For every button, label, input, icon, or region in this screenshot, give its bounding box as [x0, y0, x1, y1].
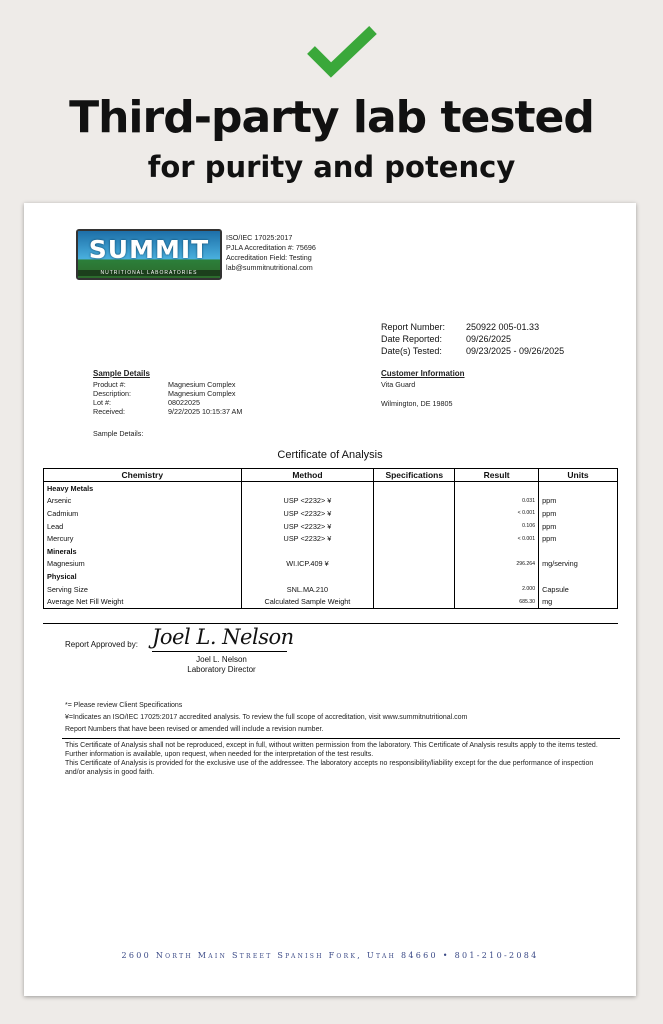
date-reported-label: Date Reported: — [381, 334, 443, 344]
chemistry-cell: Cadmium — [44, 507, 242, 520]
note-line: *= Please review Client Specifications — [65, 702, 183, 709]
empty-cell — [539, 570, 618, 583]
certificate-title: Certificate of Analysis — [277, 449, 383, 461]
table-section-row — [44, 570, 618, 583]
received-value: 9/22/2025 10:15:37 AM — [168, 407, 243, 416]
sample-values — [168, 380, 242, 416]
units-cell: ppm — [539, 495, 618, 508]
approver-title: Laboratory Director — [187, 665, 256, 674]
lot-value: 08022025 — [168, 398, 200, 407]
table-row — [44, 558, 618, 571]
result-cell: < 0.001 — [455, 532, 539, 545]
units-cell: ppm — [539, 520, 618, 533]
method-cell: USP <2232> ¥ — [241, 520, 374, 533]
method-cell: USP <2232> ¥ — [241, 495, 374, 508]
signature: Joel L. Nelson — [152, 625, 294, 649]
table-row — [44, 520, 618, 533]
spec-cell — [374, 520, 455, 533]
empty-cell — [241, 545, 374, 558]
product-value: Magnesium Complex — [168, 380, 236, 389]
chemistry-cell: Lead — [44, 520, 242, 533]
checkmark-icon — [305, 24, 379, 80]
lab-email: lab@summitnutritional.com — [226, 263, 313, 272]
customer-location: Wilmington, DE 19805 — [381, 399, 453, 408]
table-row — [44, 532, 618, 545]
column-header: Units — [539, 469, 618, 482]
analysis-table — [43, 468, 618, 609]
chemistry-cell: Mercury — [44, 532, 242, 545]
lab-logo — [76, 229, 222, 280]
empty-cell — [241, 482, 374, 495]
empty-cell — [455, 570, 539, 583]
units-cell: Capsule — [539, 583, 618, 596]
method-cell: SNL.MA.210 — [241, 583, 374, 596]
column-header: Specifications — [374, 469, 455, 482]
units-cell: ppm — [539, 532, 618, 545]
date-reported: 09/26/2025 — [466, 334, 512, 344]
result-cell: 0.106 — [455, 520, 539, 533]
report-number-label: Report Number: — [381, 322, 446, 332]
result-cell: < 0.001 — [455, 507, 539, 520]
empty-cell — [455, 545, 539, 558]
description-value: Magnesium Complex — [168, 389, 236, 398]
disclaimer-text: This Certificate of Analysis is provided for the exclusive use of the addressee. The laboratory accepts no responsibility/liability except for the due performance of inspection and/or analysis in good faith. — [65, 760, 594, 776]
empty-cell — [539, 482, 618, 495]
lab-address: 2600 North Main Street Spanish Fork, Utah 84660 • 801-210-2084 — [121, 951, 539, 960]
empty-cell — [374, 545, 455, 558]
accreditation-line: Accreditation Field: Testing — [226, 253, 312, 262]
method-cell: WI.ICP.409 ¥ — [241, 558, 374, 571]
customer-info-heading: Customer Information — [381, 369, 465, 378]
spec-cell — [374, 532, 455, 545]
note-line: Report Numbers that have been revised or amended will include a revision number. — [65, 726, 324, 733]
spec-cell — [374, 583, 455, 596]
column-header: Method — [241, 469, 374, 482]
empty-cell — [455, 482, 539, 495]
section-label: Minerals — [44, 545, 242, 558]
section-label: Heavy Metals — [44, 482, 242, 495]
logo-wordmark: SUMMIT — [88, 235, 210, 264]
method-cell: USP <2232> ¥ — [241, 532, 374, 545]
report-labels — [381, 321, 445, 357]
method-cell: Calculated Sample Weight — [241, 595, 374, 608]
table-section-row — [44, 482, 618, 495]
received-label: Received: — [93, 407, 125, 416]
description-label: Description: — [93, 389, 131, 398]
sample-labels — [93, 380, 131, 416]
chemistry-cell: Serving Size — [44, 583, 242, 596]
dates-tested-label: Date(s) Tested: — [381, 346, 442, 356]
disclaimer-text: This Certificate of Analysis shall not be reproduced, except in full, without written permission from the laboratory. This Certificate of Analysis results apply to the items tested. Further information is available, upon request, when needed for the interpretation of the test results. — [65, 742, 598, 758]
chemistry-cell: Arsenic — [44, 495, 242, 508]
sample-details-label: Sample Details: — [93, 429, 144, 438]
dates-tested: 09/23/2025 - 09/26/2025 — [466, 346, 565, 356]
divider — [62, 738, 620, 739]
chemistry-cell: Average Net Fill Weight — [44, 595, 242, 608]
column-header: Chemistry — [44, 469, 242, 482]
chemistry-cell: Magnesium — [44, 558, 242, 571]
subheadline: for purity and potency — [147, 150, 516, 184]
accreditation-line: ISO/IEC 17025:2017 — [226, 233, 293, 242]
spec-cell — [374, 558, 455, 571]
lot-label: Lot #: — [93, 398, 111, 407]
approval-label: Report Approved by: — [65, 640, 138, 649]
empty-cell — [374, 570, 455, 583]
approver-block — [164, 655, 279, 675]
result-cell: 296.264 — [455, 558, 539, 571]
result-cell: 0.031 — [455, 495, 539, 508]
table-row — [44, 583, 618, 596]
section-label: Physical — [44, 570, 242, 583]
accreditation-line: PJLA Accreditation #: 75696 — [226, 243, 316, 252]
units-cell: mg/serving — [539, 558, 618, 571]
disclaimer-block — [65, 741, 613, 777]
spec-cell — [374, 507, 455, 520]
certificate-document — [24, 203, 636, 996]
table-row — [44, 595, 618, 608]
units-cell: mg — [539, 595, 618, 608]
table-header-row — [44, 469, 618, 482]
approver-name: Joel L. Nelson — [196, 655, 247, 664]
report-number: 250922 005-01.33 — [466, 322, 540, 332]
result-cell: 2.000 — [455, 583, 539, 596]
product-label: Product #: — [93, 380, 126, 389]
notes-block — [65, 700, 467, 736]
accreditation-block — [226, 233, 316, 273]
headline: Third-party lab tested — [69, 92, 594, 143]
table-row — [44, 495, 618, 508]
result-cell: 685.30 — [455, 595, 539, 608]
empty-cell — [539, 545, 618, 558]
spec-cell — [374, 495, 455, 508]
table-row — [44, 507, 618, 520]
empty-cell — [374, 482, 455, 495]
table-section-row — [44, 545, 618, 558]
logo-subtext: NUTRITIONAL LABORATORIES — [78, 270, 220, 276]
signature-line — [152, 651, 287, 652]
sample-details-heading: Sample Details — [93, 369, 150, 378]
report-values — [466, 321, 564, 357]
note-line: ¥=Indicates an ISO/IEC 17025:2017 accredited analysis. To review the full scope of accreditation, visit www.summitnutritional.com — [65, 714, 468, 721]
customer-name: Vita Guard — [381, 380, 416, 389]
empty-cell — [241, 570, 374, 583]
method-cell: USP <2232> ¥ — [241, 507, 374, 520]
units-cell: ppm — [539, 507, 618, 520]
column-header: Result — [455, 469, 539, 482]
spec-cell — [374, 595, 455, 608]
divider — [43, 623, 618, 624]
